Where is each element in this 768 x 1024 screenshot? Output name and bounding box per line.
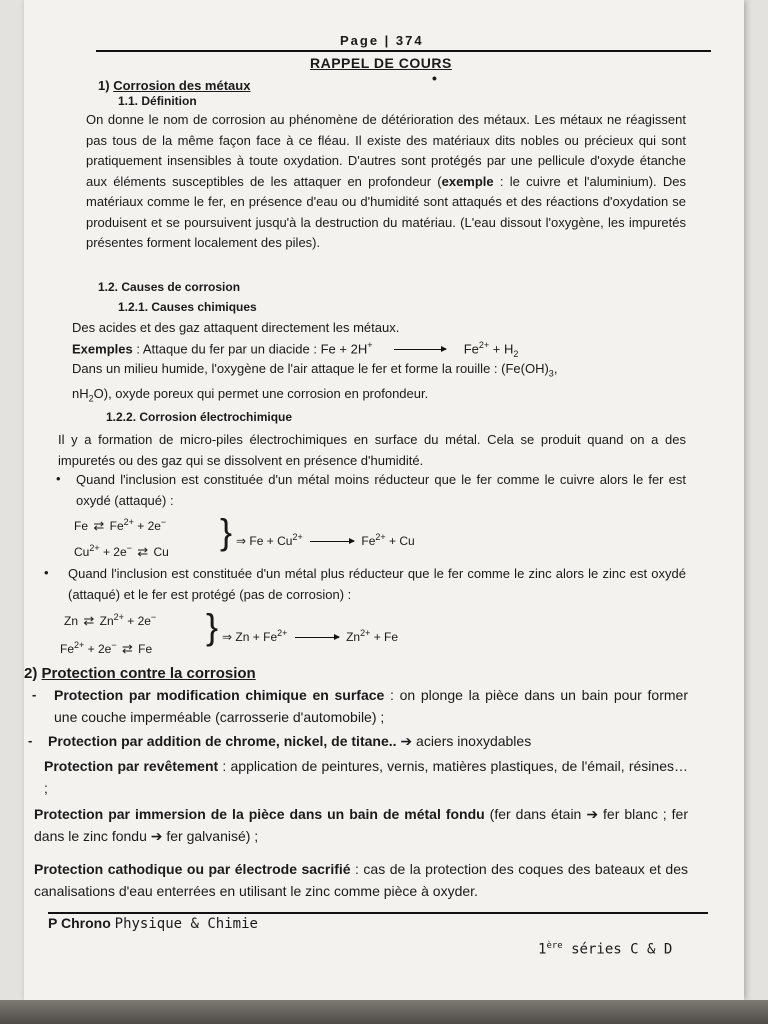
eq1-fe: Fe [74, 519, 89, 533]
eq6-plus: + [249, 630, 264, 644]
footer-level-num: 1 [538, 941, 547, 958]
reversible-arrow-icon: ⇄ [121, 641, 133, 656]
page-number: Page | 374 [340, 33, 424, 48]
bullet-2-text: Quand l'inclusion est constituée d'un métal plus réducteur que le fer comme le zinc alors le zinc est oxydé (attaqué) et le fer est protégé (pas de corrosion) : [68, 566, 686, 602]
item-5-text: : cas de la protection des coques des bateaux et des canalisations d'eau enterrées en utilisant le zinc comme pièce à oxyder. [34, 861, 688, 899]
footer-brand [48, 915, 258, 932]
item-5-title: Protection cathodique ou par électrode sacrifié [34, 861, 351, 877]
example-line [72, 340, 518, 359]
h2-subscript: 2 [513, 348, 519, 359]
eq2-charge: 2+ [89, 543, 100, 553]
h2o-subscript: 2 [88, 393, 94, 404]
page-title: RAPPEL DE COURS [310, 55, 452, 71]
eq3-cu-product: Cu [399, 534, 415, 548]
eq4-zn: Zn [64, 614, 79, 628]
bullet-1-icon: • [56, 471, 61, 486]
arrow-right-icon: ➔ [400, 733, 413, 749]
item-4-text-a: (fer dans étain [484, 806, 587, 822]
document-page [24, 0, 744, 1000]
example-product-h: + H [489, 341, 514, 357]
bullet-2-icon: • [44, 565, 49, 580]
eq1-minus: − [160, 517, 167, 527]
eq4-zn2: Zn [99, 614, 114, 628]
eq-cu-reduction [74, 543, 169, 560]
footer-subject: Physique & Chimie [114, 916, 258, 932]
eq4-minus: − [150, 612, 157, 622]
eq6-charge: 2+ [277, 628, 288, 638]
header-rule [96, 50, 711, 52]
eq5-electrons: + 2e [84, 642, 112, 656]
example-product-fe: Fe [463, 341, 479, 357]
desk-surface [0, 1000, 768, 1024]
title-dot: • [432, 70, 437, 86]
footer-level-sup: ère [546, 941, 563, 951]
item-4-text-b: fer blanc ; fer dans le zinc fondu [34, 806, 688, 844]
item-2-title: Protection par addition de chrome, nickel, de titane.. [48, 733, 397, 749]
eq3-plus2: + [385, 534, 400, 548]
eq4-electrons: + 2e [123, 614, 151, 628]
dash-marker: - [28, 733, 33, 748]
eq5-fe-product: Fe [138, 642, 153, 656]
eq2-cu-product: Cu [153, 545, 169, 559]
eq6-fe-product: Fe [384, 630, 399, 644]
eq3-charge: 2+ [292, 532, 303, 542]
item-3-title: Protection par revêtement [44, 758, 219, 774]
fe-charge: 2+ [478, 340, 490, 350]
item-4-title: Protection par immersion de la pièce dans un bain de métal fondu [34, 806, 485, 822]
footer-brand-name: P Chrono [48, 915, 111, 931]
eq1-electrons: + 2e [133, 519, 161, 533]
brace-icon: } [220, 511, 233, 552]
oh3-subscript: 3 [548, 368, 554, 379]
eq5-fe: Fe [60, 642, 75, 656]
humid-paragraph [72, 359, 686, 409]
example-reactants: : Attaque du fer par un diacide : Fe + 2H [132, 341, 368, 357]
section-1-2-1-title: 1.2.1. Causes chimiques [118, 300, 257, 314]
eq2-electrons: + 2e [99, 545, 127, 559]
eq5-minus: − [111, 640, 117, 650]
humid-comma: , [553, 361, 558, 376]
eq3-fe: Fe [249, 534, 264, 548]
reversible-arrow-icon: ⇄ [137, 544, 149, 559]
section-2-title: Protection contre la corrosion [41, 665, 256, 682]
eq6-zn2: Zn [346, 630, 361, 644]
section-2-heading [24, 665, 256, 682]
eq5-charge: 2+ [74, 640, 85, 650]
h-charge: + [367, 340, 373, 350]
chemical-causes-text: Des acides et des gaz attaquent directement les métaux. [72, 320, 400, 335]
eq3-fe2: Fe [361, 534, 376, 548]
section-2-number: 2) [24, 665, 38, 682]
eq3-fe-charge: 2+ [375, 532, 386, 542]
electrochemical-paragraph: Il y a formation de micro-piles électrochimiques en surface du métal. Cela se produit quand on a des impuretés ou des gaz qui se dissolvent en présence d'humidité. [58, 432, 686, 468]
eq-fe-reduction [60, 640, 152, 657]
eq6-zn: Zn [235, 630, 250, 644]
reaction-arrow-icon [394, 349, 446, 350]
example-label: Exemples [72, 341, 133, 357]
arrow-right-icon: ➔ [586, 806, 599, 822]
humid-text-a: Dans un milieu humide, l'oxygène de l'air attaque le fer et forme la rouille : (Fe(OH) [72, 361, 549, 376]
dash-marker: - [32, 687, 37, 702]
eq2-cu: Cu [74, 545, 90, 559]
eq1-fe2: Fe [109, 519, 124, 533]
eq-fe-oxidation [74, 517, 166, 534]
brace-icon: } [206, 606, 219, 647]
definition-example-label: exemple [441, 173, 494, 189]
arrow-right-icon: ➔ [150, 828, 163, 844]
eq-global-cu [236, 532, 415, 548]
definition-paragraph [86, 110, 686, 254]
footer-level [538, 941, 672, 958]
humid-text-c: nH [72, 386, 89, 402]
implies-arrow-icon: ⇒ [222, 630, 233, 644]
eq4-charge: 2+ [113, 612, 124, 622]
eq3-cu: Cu [277, 534, 293, 548]
protection-item-5 [34, 858, 688, 902]
protection-item-3 [44, 755, 688, 799]
item-2-text: aciers inoxydables [412, 733, 532, 749]
eq2-minus: − [126, 543, 132, 553]
eq1-charge: 2+ [123, 517, 134, 527]
section-1-number: 1) [98, 78, 110, 93]
eq6-zn-charge: 2+ [360, 628, 371, 638]
footer-rule [48, 912, 708, 914]
reversible-arrow-icon: ⇄ [83, 613, 95, 628]
implies-arrow-icon: ⇒ [236, 534, 247, 548]
bullet-1-text: Quand l'inclusion est constituée d'un métal moins réducteur que le fer comme le cuivre alors le fer est oxydé (attaqué) : [76, 472, 686, 508]
item-3-text: : application de peintures, vernis, matières plastiques, de l'émail, résines… ; [44, 758, 688, 796]
protection-item-4 [34, 803, 688, 847]
item-4-text-c: fer galvanisé) ; [162, 828, 259, 844]
section-1-2-title: 1.2. Causes de corrosion [98, 280, 241, 294]
footer-level-text: séries C & D [562, 941, 673, 958]
reaction-arrow-icon [295, 637, 339, 638]
item-1-text: : on plonge la pièce dans un bain pour former une couche imperméable (carrosserie d'automobile) ; [54, 687, 688, 725]
reversible-arrow-icon: ⇄ [93, 518, 105, 533]
section-1-1-title: 1.1. Définition [118, 94, 197, 108]
eq-zn-oxidation [64, 612, 156, 629]
definition-text-a: On donne le nom de corrosion au phénomène de détérioration des métaux. Les métaux ne réagissent pas tous de la même façon face à ce fléau. Il existe des matériaux dits nobles ou précieux qui sont pratiquement insensibles à toute oxydation. D'autres sont protégés par une pellicule d'oxyde étanche aux éléments susceptibles de les attaquer en profondeur ( [86, 112, 686, 189]
eq6-plus2: + [370, 630, 385, 644]
protection-item-1 [54, 684, 688, 728]
item-1-title: Protection par modification chimique en surface [54, 687, 385, 703]
eq3-plus: + [263, 534, 278, 548]
eq6-fe: Fe [263, 630, 278, 644]
section-1-title: Corrosion des métaux [113, 78, 251, 93]
section-1-heading [98, 78, 250, 93]
protection-item-2 [48, 730, 688, 752]
section-1-2-2-title: 1.2.2. Corrosion électrochimique [106, 410, 293, 424]
humid-text-d: O), oxyde poreux qui permet une corrosion en profondeur. [93, 386, 429, 402]
definition-text-b: : le cuivre et l'aluminium). Des matériaux comme le fer, en présence d'eau ou d'humidité sont attaqués et des réactions d'oxydation se produisent et se poursuivent jusqu'à la destruction du matériau. (L'eau dissout l'oxygène, les impuretés présentes forment localement des piles). [86, 173, 687, 250]
eq-global-zn [222, 628, 398, 644]
reaction-arrow-icon [310, 541, 354, 542]
